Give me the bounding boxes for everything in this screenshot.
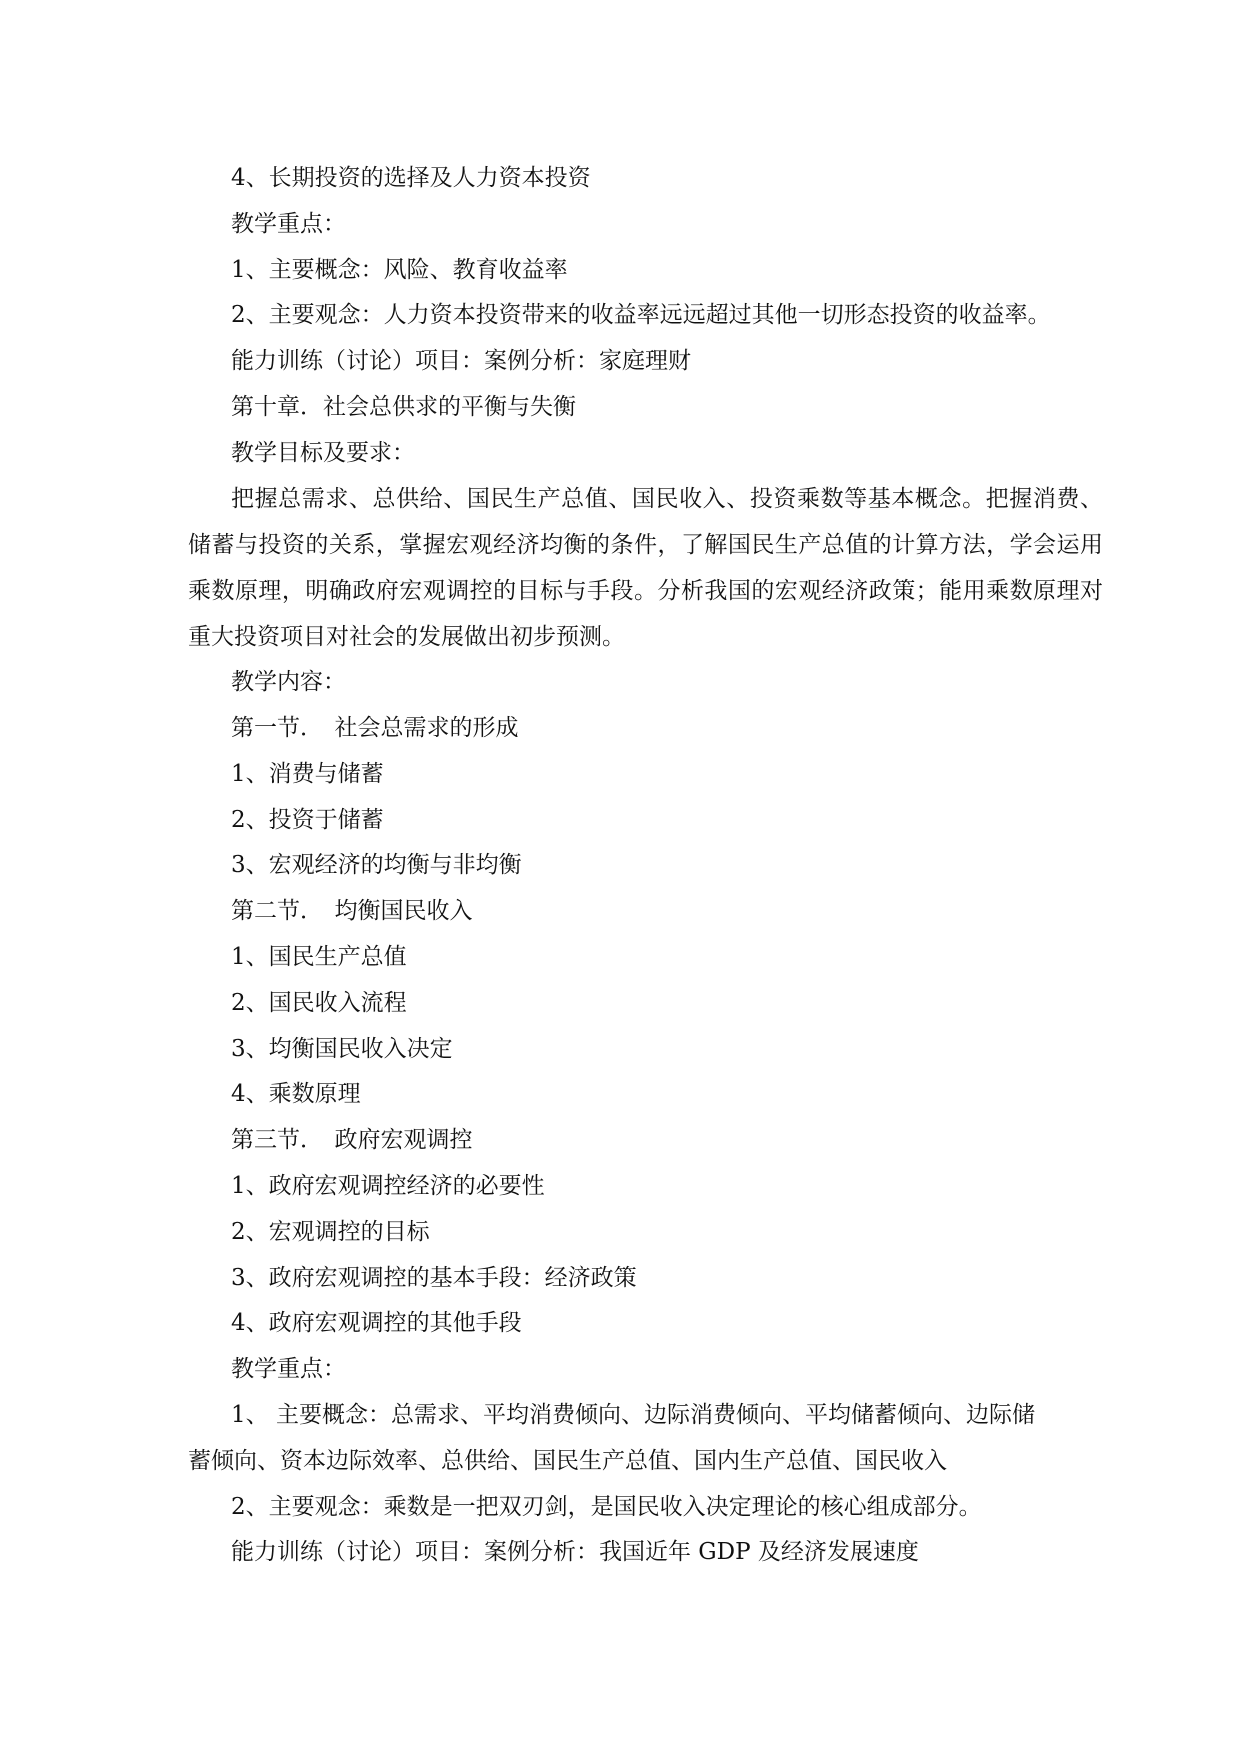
training-project: 能力训练（讨论）项目：案例分析：家庭理财: [231, 348, 691, 374]
list-item: 1、消费与储蓄: [231, 761, 384, 787]
section-title: 第二节． 均衡国民收入: [231, 898, 473, 924]
section-heading: 教学重点：: [231, 1356, 346, 1382]
list-item: 3、均衡国民收入决定: [231, 1036, 453, 1062]
section-title: 第三节． 政府宏观调控: [231, 1127, 473, 1153]
list-item: 1、 主要概念：总需求、平均消费倾向、边际消费倾向、平均储蓄倾向、边际储: [231, 1402, 1035, 1428]
list-item: 4、长期投资的选择及人力资本投资: [231, 165, 591, 191]
list-item: 3、政府宏观调控的基本手段：经济政策: [231, 1265, 637, 1291]
chapter-title: 第十章．社会总供求的平衡与失衡: [231, 394, 576, 420]
objectives-paragraph: 把握总需求、总供给、国民生产总值、国民收入、投资乘数等基本概念。把握消费、储蓄与投资的关系，掌握宏观经济均衡的条件，了解国民生产总值的计算方法，学会运用乘数原理，明确政府宏观调控的目标与手段。分析我国的宏观经济政策；能用乘数原理对重大投资项目对社会的发展做出初步预测。: [188, 486, 1103, 650]
list-item: 2、主要观念：人力资本投资带来的收益率远远超过其他一切形态投资的收益率。: [231, 302, 1051, 328]
list-item: 1、政府宏观调控经济的必要性: [231, 1173, 545, 1199]
section-heading: 教学内容：: [231, 669, 346, 695]
section-heading: 教学重点：: [231, 211, 346, 237]
list-item: 2、国民收入流程: [231, 990, 407, 1016]
list-item: 4、政府宏观调控的其他手段: [231, 1310, 522, 1336]
list-item: 4、乘数原理: [231, 1081, 361, 1107]
list-item: 2、主要观念：乘数是一把双刃剑，是国民收入决定理论的核心组成部分。: [231, 1494, 982, 1520]
section-heading: 教学目标及要求：: [231, 440, 415, 466]
list-item: 3、宏观经济的均衡与非均衡: [231, 852, 522, 878]
list-item-continuation: 蓄倾向、资本边际效率、总供给、国民生产总值、国内生产总值、国民收入: [188, 1448, 947, 1474]
section-title: 第一节． 社会总需求的形成: [231, 715, 519, 741]
list-item: 2、宏观调控的目标: [231, 1219, 430, 1245]
list-item: 1、主要概念：风险、教育收益率: [231, 257, 568, 283]
list-item: 2、投资于储蓄: [231, 807, 384, 833]
list-item: 1、国民生产总值: [231, 944, 407, 970]
training-project: 能力训练（讨论）项目：案例分析：我国近年 GDP 及经济发展速度: [231, 1539, 919, 1565]
